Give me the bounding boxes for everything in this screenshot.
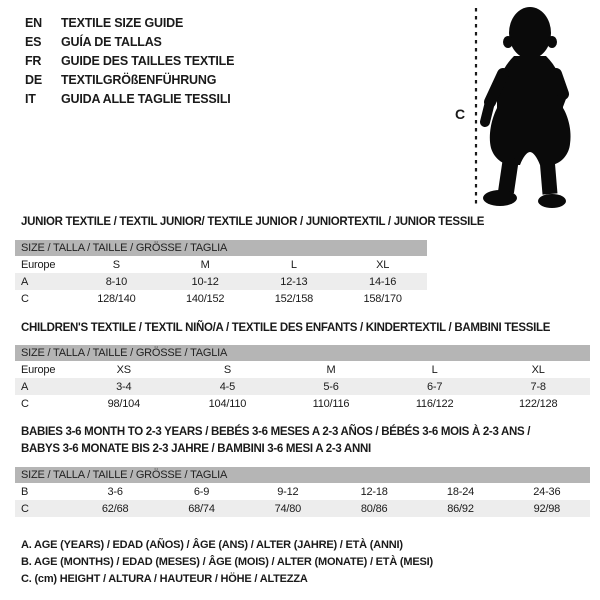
footnote-age-years: A. AGE (YEARS) / EDAD (AÑOS) / ÂGE (ANS) / ALTER (JAHRE) / ETÀ (ANNI): [21, 538, 403, 551]
language-code: FR: [25, 53, 42, 68]
size-cell: 152/158: [274, 292, 314, 305]
junior-size-table: [15, 240, 427, 307]
table-row-height: [15, 290, 427, 307]
table-row-height: [15, 500, 590, 517]
language-list: [25, 13, 234, 108]
size-cell: XL: [531, 363, 545, 376]
footnote-age-months: B. AGE (MONTHS) / EDAD (MESES) / ÂGE (MOIS) / ALTER (MONATE) / ETÀ (MESI): [21, 555, 433, 568]
row-label: Europe: [21, 363, 56, 376]
children-section-title: CHILDREN'S TEXTILE / TEXTIL NIÑO/A / TEXTILE DES ENFANTS / KINDERTEXTIL / BAMBINI TESSILE: [21, 322, 551, 334]
language-title: TEXTILE SIZE GUIDE: [61, 15, 184, 30]
size-cell: 158/170: [363, 292, 402, 305]
size-cell: 62/68: [101, 502, 129, 515]
language-row: [25, 89, 234, 108]
size-cell: 116/122: [415, 397, 454, 410]
size-cell: 68/74: [188, 502, 215, 515]
size-cell: 6-7: [426, 380, 443, 393]
size-cell: 128/140: [97, 292, 136, 305]
size-cell: S: [223, 363, 231, 376]
footnote-height: C. (cm) HEIGHT / ALTURA / HAUTEUR / HÖHE / ALTEZZA: [21, 572, 308, 585]
children-size-table: [15, 345, 590, 412]
language-title: GUIDA ALLE TAGLIE TESSILI: [61, 91, 231, 106]
table-row-months: [15, 483, 590, 500]
row-label: A: [21, 380, 29, 393]
language-row: [25, 70, 234, 89]
baby-figure: [440, 0, 600, 220]
baby-silhouette-icon: [483, 7, 571, 208]
table-row-height: [15, 395, 590, 412]
size-cell: M: [200, 258, 210, 271]
size-header-bar: SIZE / TALLA / TAILLE / GRÖSSE / TAGLIA: [15, 345, 590, 361]
table-row-age: [15, 378, 590, 395]
size-cell: 7-8: [530, 380, 546, 393]
size-cell: 122/128: [519, 397, 558, 410]
size-cell: 3-4: [116, 380, 132, 393]
language-code: ES: [25, 34, 42, 49]
size-cell: 74/80: [274, 502, 302, 515]
language-title: GUÍA DE TALLAS: [61, 34, 162, 49]
language-row: [25, 51, 234, 70]
language-code: EN: [25, 15, 42, 30]
language-row: [25, 32, 234, 51]
size-cell: 98/104: [107, 397, 141, 410]
footnotes: [21, 536, 433, 587]
size-cell: 12-18: [360, 485, 388, 498]
size-cell: M: [326, 363, 336, 376]
size-cell: 3-6: [107, 485, 123, 498]
size-header-bar: SIZE / TALLA / TAILLE / GRÖSSE / TAGLIA: [15, 467, 590, 483]
size-cell: XL: [376, 258, 390, 271]
size-cell: 9-12: [277, 485, 299, 498]
size-cell: 4-5: [219, 380, 236, 393]
size-cell: 5-6: [323, 380, 339, 393]
size-cell: XS: [116, 363, 131, 376]
size-cell: 10-12: [191, 275, 219, 288]
size-header-bar: SIZE / TALLA / TAILLE / GRÖSSE / TAGLIA: [15, 240, 427, 256]
row-label: A: [21, 275, 29, 288]
table-row-age: [15, 273, 427, 290]
size-cell: 12-13: [280, 275, 308, 288]
babies-size-table: [15, 467, 590, 517]
row-label: C: [21, 502, 29, 515]
babies-section-title-line1: BABIES 3-6 MONTH TO 2-3 YEARS / BEBÉS 3-6 MESES A 2-3 AÑOS / BÉBÉS 3-6 MOIS À 2-3 ANS /: [21, 426, 531, 438]
row-label: B: [21, 485, 29, 498]
row-label: Europe: [21, 258, 56, 271]
junior-section-title: JUNIOR TEXTILE / TEXTIL JUNIOR/ TEXTILE JUNIOR / JUNIORTEXTIL / JUNIOR TESSILE: [21, 216, 485, 228]
language-title: GUIDE DES TAILLES TEXTILE: [61, 53, 235, 68]
language-row: [25, 13, 234, 32]
row-label: C: [21, 292, 29, 305]
size-cell: 24-36: [533, 485, 561, 498]
row-label: C: [21, 397, 29, 410]
size-cell: 86/92: [447, 502, 474, 515]
height-label-c: C: [455, 106, 466, 122]
size-cell: L: [290, 258, 297, 271]
size-cell: 140/152: [185, 292, 225, 305]
table-row-europe: [15, 256, 427, 273]
table-row-europe: [15, 361, 590, 378]
size-cell: 80/86: [360, 502, 388, 515]
language-title: TEXTILGRÖßENFÜHRUNG: [61, 72, 217, 87]
size-cell: 104/110: [208, 397, 247, 410]
size-cell: 18-24: [446, 485, 475, 498]
size-cell: 8-10: [105, 275, 127, 288]
size-cell: S: [112, 258, 120, 271]
babies-section-title-line2: BABYS 3-6 MONATE BIS 2-3 JAHRE / BAMBINI 3-6 MESI A 2-3 ANNI: [21, 443, 371, 455]
size-cell: 110/116: [312, 397, 350, 410]
size-cell: 6-9: [193, 485, 210, 498]
size-cell: 14-16: [369, 275, 397, 288]
size-cell: L: [431, 363, 438, 376]
language-code: DE: [25, 72, 42, 87]
size-cell: 92/98: [533, 502, 561, 515]
language-code: IT: [25, 91, 36, 106]
